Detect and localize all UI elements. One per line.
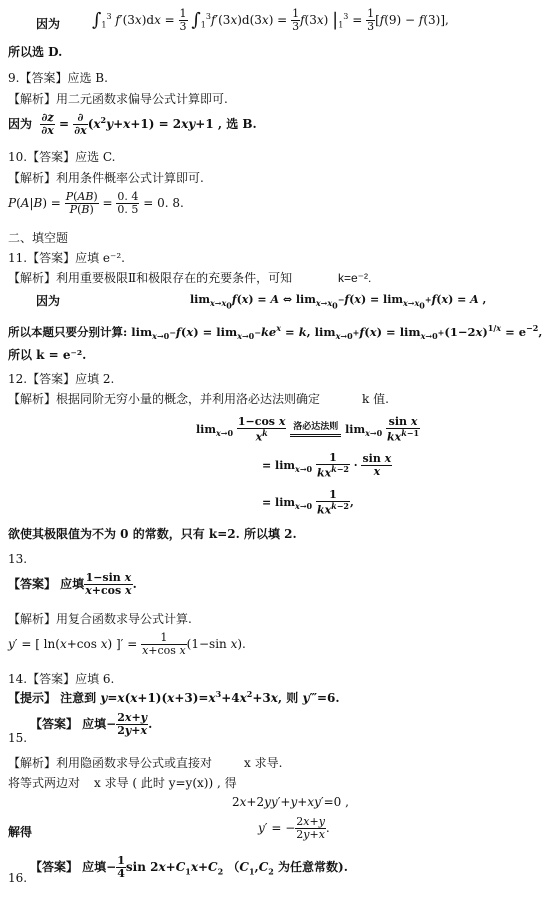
q15-explanation-x: x 求导. [244,756,283,770]
q9-formula: 因为 $\frac{\partial z}{\partial x}$ = $\frac{\partial}{\partial x}$ $(x^2y+x+1) = 2xy+1$ , 选 B. [8,111,257,138]
q13-formula: y′ = [ ln(x+cos x) ]′ = $\frac{1}{\text{x+cos x}}$ (1−sin x). [8,631,246,658]
q11-formula-1: $\lim_{x\to x_0}f(x) = A$ ⇔ $\lim_{x\to x_0^-}f(x) = \lim_{x\to x_0^+}f(x) = A$ , [190,293,487,311]
q15-explanation: 【解析】利用隐函数求导公式或直接对 [8,756,213,770]
line-choose-d: 所以选 D. [8,45,63,59]
q9-explanation: 【解析】用二元函数求偏导公式计算即可. [8,92,228,106]
q11-formula-2: 所以本题只要分别计算: $\lim_{x\to 0^-}f(x) = \lim_{x\to 0^-}ke^x = k$, $\lim_{x\to 0^+}f(x) = \lim_{x\to 0^+}(1-2x)^{1/x} = e^{-2}$, [8,323,542,342]
q10-answer: 10.【答案】应选 C. [8,150,116,164]
section-title: 二、填空题 [8,231,69,245]
because-label: 因为 [36,17,61,31]
q15-answer: 【答案】 应填− $\frac{2x+y}{2y+x}$ . [30,711,153,738]
q11-answer: 11.【答案】应填 e⁻². [8,251,125,265]
q12-limit-2: = $\lim_{x\to 0}$ $\frac{1}{kx^{k-2}}$ · $\frac{\text{sin x}}{x}$ [262,451,392,480]
q12-limit-3: = $\lim_{x\to 0}$ $\frac{1}{kx^{k-2}}$ , [262,488,354,517]
q14-hint: 【提示】 注意到 $y=x(x+1)(x+3)=x^3+4x^2+3x$, 则 y‴=6. [8,689,340,705]
q11-explanation-k: k=e⁻². [338,271,372,285]
q15-step-b: x 求导 ( 此时 y=y(x)) , 得 [94,776,237,790]
q13-number: 13. [8,552,28,566]
q12-answer: 12.【答案】应填 2. [8,372,115,386]
q13-explanation: 【解析】用复合函数求导公式计算. [8,612,192,626]
q15-number: 15. [8,731,28,745]
q15-solve-label: 解得 [8,825,33,839]
q16-number: 16. [8,871,28,885]
q11-explanation: 【解析】利用重要极限Ⅱ和极限存在的充要条件，可知 [8,271,293,285]
q11-conclusion: 所以 k = e⁻². [8,348,87,362]
q15-result: y′ = − $\frac{2x+y}{2y+x}$ . [258,815,330,842]
q15-step-a: 将等式两边对 [8,776,81,790]
integral-formula: $\int_1^3$ f′(3x)dx = $\frac{1}{3}$ $\int_1^3f'(3x)d(3x)$ = $\frac{1}{3}$ f(3x) $|_1^3$ = $\frac{1}{3}$ [f(9) − f(3)], [92,7,449,34]
q10-formula: P(A|B) = $\frac{P(AB)}{P(B)}$ = $\frac{0. 4}{0. 5}$ = 0. 8. [8,190,184,217]
q10-explanation: 【解析】利用条件概率公式计算即可. [8,171,204,185]
q15-equation: 2x+2yy′+y+xy′=0 , [232,795,349,809]
q11-because: 因为 [36,294,61,308]
q12-conclusion: 欲使其极限值为不为 0 的常数，只有 k=2. 所以填 2. [8,527,297,541]
q12-limit-1: $\lim_{x\to 0}$ $\frac{\text{1−cos x}}{x^k}$ 洛必达法则 $\lim_{x\to 0}$ $\frac{\text{sin x}}{kx^{k-1}}$ [196,415,420,444]
lhopital-rule-label: 洛必达法则 [290,422,341,434]
q13-answer: 【答案】 应填 $\frac{\text{1−sin x}}{\text{x+cos x}}$ . [8,571,137,598]
q12-explanation: 【解析】根据同阶无穷小量的概念，并利用洛必达法则确定 [8,392,321,406]
q16-answer: 【答案】 应填− $\frac{1}{4}$ $\sin 2x+C_1x+C_2$ （$C_1,C_2$ 为任意常数). [30,854,348,881]
q9-answer: 9.【答案】应选 B. [8,71,108,85]
q12-explanation-k: k 值. [362,392,389,406]
q14-answer: 14.【答案】应填 6. [8,672,115,686]
